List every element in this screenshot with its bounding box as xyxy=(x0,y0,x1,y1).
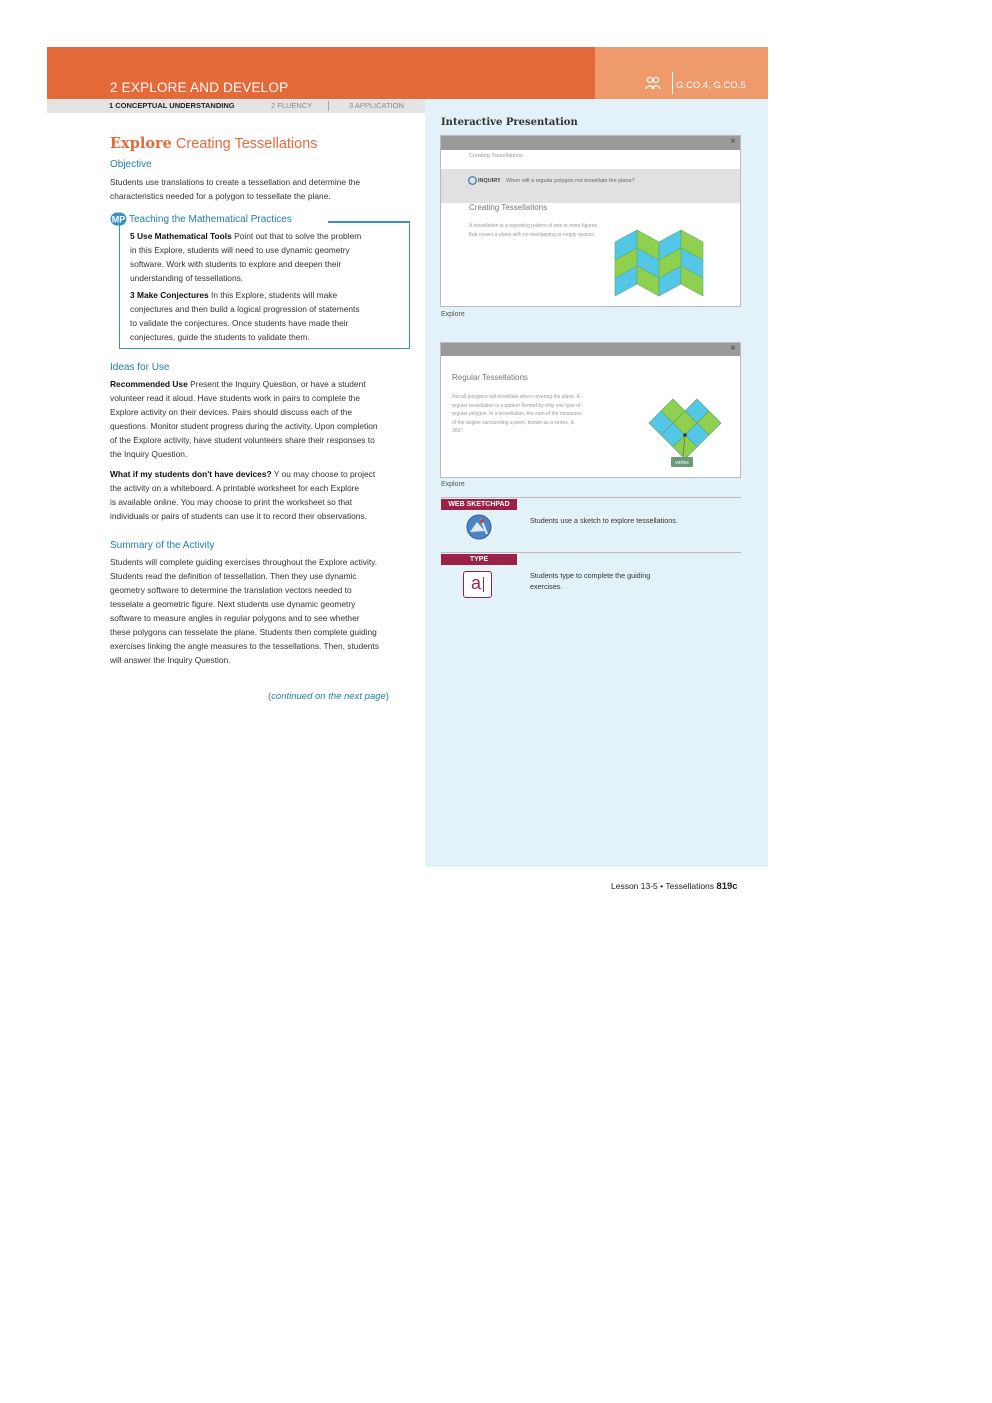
summary-line: tesselate a geometric figure. Next students use dynamic geometry xyxy=(110,599,356,609)
def-line: that covers a plane with no overlapping or empty spaces. xyxy=(469,231,596,238)
shot2-subtitle: Regular Tessellations xyxy=(452,373,528,382)
explore-title-text: Creating Tessellations xyxy=(175,136,318,152)
inquiry-bar xyxy=(441,169,741,203)
ideas-heading: Ideas for Use xyxy=(110,362,170,373)
tool-rule xyxy=(441,552,741,553)
header-standards-band xyxy=(595,47,768,99)
paren-open: ( xyxy=(268,691,272,702)
web-sketchpad-tag: WEB SKETCHPAD xyxy=(441,499,517,510)
type-tag: TYPE xyxy=(441,554,517,565)
standards-divider xyxy=(672,72,673,94)
summary-line: Students read the definition of tessellation. Then they use dynamic xyxy=(110,571,357,581)
shot1-caption: Explore xyxy=(441,311,465,318)
shot1-definition xyxy=(469,222,619,239)
summary-text xyxy=(110,555,415,667)
close-icon: × xyxy=(730,136,736,147)
continued-note xyxy=(268,691,389,702)
def-line: A tessellation is a repeating pattern of one or more figures xyxy=(469,223,598,229)
close-icon: × xyxy=(730,343,736,354)
inquiry-icon xyxy=(468,176,477,185)
mp-badge-icon xyxy=(110,212,127,226)
type-cursor xyxy=(483,577,484,592)
rec-line: questions. Monitor student progress during the activity. Upon completion xyxy=(110,421,378,431)
mp-paragraph-1 xyxy=(130,229,402,285)
standards-codes: G.CO.4, G.CO.5 xyxy=(676,80,746,91)
shot1-subtitle: Creating Tessellations xyxy=(469,203,548,212)
mp-p1-line: Point out that to solve the problem xyxy=(234,231,362,241)
chevron-tessellation-figure xyxy=(613,220,705,304)
shot2-line: regular tessellation is a pattern formed by only one type of xyxy=(452,402,581,409)
no-devices-lead: What if my students don't have devices? xyxy=(110,469,272,479)
screenshot-titlebar xyxy=(441,136,740,150)
footer-bullet: • xyxy=(660,881,664,891)
shot2-line: of the angles surrounding a point, known as a vertex, is xyxy=(452,419,575,426)
type-icon xyxy=(463,571,492,598)
vertex-label: vertex xyxy=(675,460,689,466)
inquiry-question: When will a regular polygon not tessellate the plane? xyxy=(506,178,635,184)
group-icon xyxy=(645,76,661,90)
page-footer xyxy=(611,881,738,892)
objective-heading: Objective xyxy=(110,159,152,170)
summary-line: exercises linking the angle measures to the tessellations. Then, students xyxy=(110,641,379,651)
no-devices xyxy=(110,467,415,523)
sketchpad-icon xyxy=(466,514,492,540)
mp-badge-text: MP xyxy=(111,214,126,225)
summary-line: geometry software to determine the translation vectors needed to xyxy=(110,585,352,595)
shot2-line: regular polygon. In a tessellation, the sum of the measures xyxy=(452,411,582,417)
summary-line: Students will complete guiding exercises throughout the Explore activity. xyxy=(110,557,378,567)
mp-p2-line: conjectures and then build a logical progression of statements xyxy=(130,304,360,314)
shot1-header: Creating Tessellations xyxy=(469,153,523,159)
rec-line: Explore activity on their devices. Pairs should discuss each of the xyxy=(110,407,353,417)
mp-p2-lead: 3 Make Conjectures xyxy=(130,290,209,300)
rec-line: the Inquiry Question. xyxy=(110,449,188,459)
summary-heading: Summary of the Activity xyxy=(110,540,215,551)
mp-p1-line: software. Work with students to explore and deepen their xyxy=(130,259,342,269)
mp-p2-line: to validate the conjectures. Once students have made their xyxy=(130,318,349,328)
progression-tabs xyxy=(47,99,425,113)
no-devices-line: Y ou may choose to project xyxy=(273,469,376,479)
type-icon-letter: a xyxy=(471,573,482,593)
square-tessellation-figure xyxy=(637,389,733,471)
objective-line: Students use translations to create a tessellation and determine the xyxy=(110,177,361,187)
explore-screenshot-2 xyxy=(440,342,741,478)
objective-text xyxy=(110,175,410,203)
mp-p1-line: understanding of tessellations. xyxy=(130,273,244,283)
interactive-presentation-title: Interactive Presentation xyxy=(441,117,578,128)
tab-application: 3 APPLICATION xyxy=(349,101,404,110)
mp-paragraph-2 xyxy=(130,288,402,344)
mp-p2-line: In this Explore, students will make xyxy=(211,290,338,300)
recommended-use xyxy=(110,377,415,461)
section-title: 2 EXPLORE AND DEVELOP xyxy=(110,80,289,95)
web-sketchpad-desc: Students use a sketch to explore tessellations. xyxy=(530,516,678,525)
no-devices-line: the activity on a whiteboard. A printable worksheet for each Explore xyxy=(110,483,360,493)
explore-title xyxy=(110,135,318,152)
tab-divider xyxy=(328,101,329,111)
rec-line: Present the Inquiry Question, or have a student xyxy=(190,379,366,389)
paren-close: ) xyxy=(385,691,389,702)
shot2-text xyxy=(452,393,612,436)
screenshot-titlebar xyxy=(441,343,740,356)
tool-rule xyxy=(441,497,741,498)
summary-line: these polygons can tesselate the plane. Students then complete guiding xyxy=(110,627,377,637)
tab-conceptual-understanding: 1 CONCEPTUAL UNDERSTANDING xyxy=(109,101,235,110)
summary-line: software to measure angles in regular polygons and to see whether xyxy=(110,613,360,623)
no-devices-line: individuals or pairs of students can use it to record their observations. xyxy=(110,511,367,521)
mp-p1-line: in this Explore, students will need to use dynamic geometry xyxy=(130,245,350,255)
footer-lesson: Lesson 13-5 xyxy=(611,881,658,891)
inquiry-label: INQUIRY xyxy=(478,178,501,184)
page-number: 819c xyxy=(716,881,738,892)
math-practices-rule xyxy=(328,221,410,223)
shot2-line: Not all polygons will tessellate when covering the plane. A xyxy=(452,394,580,400)
recommended-use-lead: Recommended Use xyxy=(110,379,188,389)
mp-p1-lead: 5 Use Mathematical Tools xyxy=(130,231,232,241)
summary-line: will answer the Inquiry Question. xyxy=(110,655,231,665)
no-devices-line: is available online. You may choose to print the worksheet so that xyxy=(110,497,353,507)
shot2-line: 360°. xyxy=(452,428,464,434)
continued-text: continued on the next page xyxy=(271,691,386,702)
tab-fluency: 2 FLUENCY xyxy=(271,101,313,110)
footer-title: Tessellations xyxy=(665,881,715,891)
rec-line: volunteer read it aloud. Have students work in pairs to complete the xyxy=(110,393,360,403)
objective-line: characteristics needed for a polygon to tessellate the plane. xyxy=(110,191,331,201)
math-practices-title: Teaching the Mathematical Practices xyxy=(129,214,292,225)
shot2-caption: Explore xyxy=(441,481,465,488)
rec-line: of the Explore activity, have student volunteers share their responses to xyxy=(110,435,375,445)
type-desc: Students type to complete the guiding exercises. xyxy=(530,571,651,591)
explore-screenshot-1 xyxy=(440,135,741,307)
mp-p2-line: conjectures, guide the students to validate them. xyxy=(130,332,310,342)
explore-label: Explore xyxy=(110,135,172,152)
